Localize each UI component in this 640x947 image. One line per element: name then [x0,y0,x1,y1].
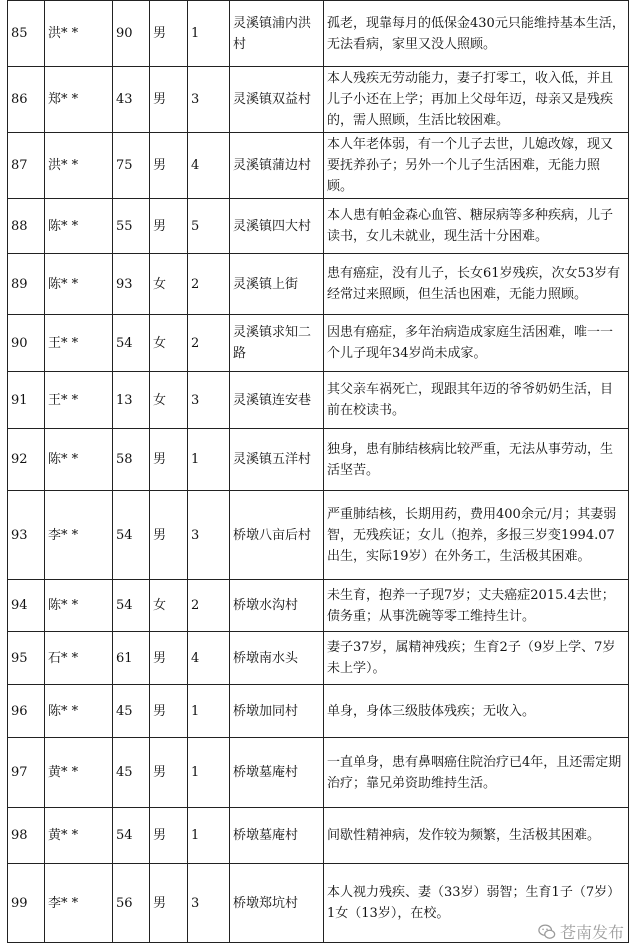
row-address: 灵溪镇求知二路 [230,315,324,372]
row-age: 54 [113,315,150,372]
row-age: 54 [113,580,150,632]
row-name: 洪* * [45,1,113,67]
row-sex: 女 [150,315,188,372]
row-family-size: 4 [188,632,230,685]
table-row [8,808,629,864]
row-family-size: 4 [188,133,230,199]
row-age: 54 [113,491,150,580]
row-age: 90 [113,1,150,67]
row-address: 桥墩南水头 [230,632,324,685]
row-age: 55 [113,199,150,254]
row-sex: 男 [150,808,188,864]
row-family-size: 3 [188,372,230,429]
row-situation: 严重肺结核，长期用药，费用400余元/月；其妻弱智，无残疾证；女儿（抱养，多报三岁变1994.07出生，实际19岁）在外务工，生活极其困难。 [324,491,629,580]
row-address: 灵溪镇上街 [230,254,324,315]
row-address: 桥墩墓庵村 [230,738,324,808]
row-address: 灵溪镇四大村 [230,199,324,254]
row-sex: 男 [150,632,188,685]
row-sex: 女 [150,580,188,632]
row-age: 54 [113,808,150,864]
row-family-size: 3 [188,491,230,580]
row-number: 92 [8,429,45,491]
table-row [8,133,629,199]
row-situation: 一直单身，患有鼻咽癌住院治疗已4年，且还需定期治疗；靠兄弟资助维持生活。 [324,738,629,808]
row-number: 94 [8,580,45,632]
row-age: 61 [113,632,150,685]
watermark [538,920,624,943]
row-family-size: 2 [188,580,230,632]
row-number: 99 [8,864,45,943]
row-number: 90 [8,315,45,372]
watermark-text: 苍南发布 [559,923,624,942]
row-number: 95 [8,632,45,685]
row-name: 石* * [45,632,113,685]
row-family-size: 3 [188,67,230,133]
row-age: 45 [113,685,150,738]
row-name: 黄* * [45,738,113,808]
row-name: 李* * [45,864,113,943]
row-family-size: 2 [188,254,230,315]
row-number: 88 [8,199,45,254]
table-row [8,199,629,254]
row-sex: 男 [150,133,188,199]
row-name: 李* * [45,491,113,580]
row-situation: 孤老，现靠每月的低保金430元只能维持基本生活，无法看病，家里又没人照顾。 [324,1,629,67]
row-situation: 因患有癌症，多年治病造成家庭生活困难，唯一一个儿子现年34岁尚未成家。 [324,315,629,372]
table-row [8,1,629,67]
wechat-icon [538,923,556,941]
row-name: 黄* * [45,808,113,864]
table-row [8,685,629,738]
row-situation: 间歇性精神病，发作较为频繁，生活极其困难。 [324,808,629,864]
row-age: 93 [113,254,150,315]
row-age: 75 [113,133,150,199]
row-name: 郑* * [45,67,113,133]
row-address: 灵溪镇浦内洪村 [230,1,324,67]
row-sex: 女 [150,254,188,315]
row-family-size: 5 [188,199,230,254]
row-address: 灵溪镇双益村 [230,67,324,133]
row-family-size: 1 [188,685,230,738]
row-sex: 女 [150,372,188,429]
table-row [8,429,629,491]
row-sex: 男 [150,1,188,67]
row-name: 陈* * [45,199,113,254]
table-row [8,254,629,315]
table-row [8,67,629,133]
row-situation: 患有癌症，没有儿子，长女61岁残疾，次女53岁有经常过来照顾，但生活也困难，无能力照顾。 [324,254,629,315]
row-situation: 单身，身体三级肢体残疾；无收入。 [324,685,629,738]
row-family-size: 1 [188,429,230,491]
row-family-size: 1 [188,738,230,808]
row-sex: 男 [150,429,188,491]
row-sex: 男 [150,685,188,738]
table-row [8,315,629,372]
row-name: 洪* * [45,133,113,199]
row-number: 86 [8,67,45,133]
row-number: 98 [8,808,45,864]
row-situation: 妻子37岁，属精神残疾；生育2子（9岁上学、7岁未上学）。 [324,632,629,685]
row-number: 93 [8,491,45,580]
row-address: 灵溪镇蒲边村 [230,133,324,199]
row-address: 桥墩墓庵村 [230,808,324,864]
row-age: 43 [113,67,150,133]
row-family-size: 1 [188,808,230,864]
table-row [8,864,629,943]
row-address: 桥墩加同村 [230,685,324,738]
table-row [8,491,629,580]
row-address: 桥墩郑坑村 [230,864,324,943]
row-address: 灵溪镇连安巷 [230,372,324,429]
aid-recipient-table [7,0,629,943]
table-row [8,632,629,685]
row-situation: 本人视力残疾、妻（33岁）弱智；生育1子（7岁）1女（13岁），在校。 [324,864,629,943]
row-address: 灵溪镇五洋村 [230,429,324,491]
row-sex: 男 [150,199,188,254]
row-number: 89 [8,254,45,315]
row-situation: 本人残疾无劳动能力，妻子打零工，收入低，并且儿子小还在上学；再加上父母年迈，母亲又是残疾的，需人照顾，生活比较困难。 [324,67,629,133]
row-sex: 男 [150,738,188,808]
table-row [8,580,629,632]
row-name: 陈* * [45,580,113,632]
row-family-size: 1 [188,1,230,67]
row-sex: 男 [150,67,188,133]
row-name: 王* * [45,315,113,372]
row-name: 陈* * [45,685,113,738]
row-name: 陈* * [45,429,113,491]
row-age: 13 [113,372,150,429]
row-number: 91 [8,372,45,429]
row-situation: 本人年老体弱，有一个儿子去世，儿媳改嫁，现又要抚养孙子；另外一个儿子生活困难，无能力照顾。 [324,133,629,199]
row-number: 96 [8,685,45,738]
row-age: 45 [113,738,150,808]
row-age: 58 [113,429,150,491]
row-age: 56 [113,864,150,943]
row-situation: 独身，患有肺结核病比较严重，无法从事劳动，生活坚苦。 [324,429,629,491]
table-row [8,738,629,808]
row-number: 85 [8,1,45,67]
row-address: 桥墩八亩后村 [230,491,324,580]
row-sex: 男 [150,491,188,580]
row-family-size: 3 [188,864,230,943]
row-name: 陈* * [45,254,113,315]
row-situation: 其父亲车祸死亡，现跟其年迈的爷爷奶奶生活，目前在校读书。 [324,372,629,429]
row-family-size: 2 [188,315,230,372]
row-situation: 未生育，抱养一子现7岁；丈夫癌症2015.4去世；债务重；从事洗碗等零工维持生计。 [324,580,629,632]
row-number: 97 [8,738,45,808]
row-name: 王* * [45,372,113,429]
row-number: 87 [8,133,45,199]
table-body [8,1,629,943]
row-sex: 男 [150,864,188,943]
row-situation: 本人患有帕金森心血管、糖尿病等多种疾病，儿子读书，女儿未就业，现生活十分困难。 [324,199,629,254]
table-row [8,372,629,429]
row-address: 桥墩水沟村 [230,580,324,632]
